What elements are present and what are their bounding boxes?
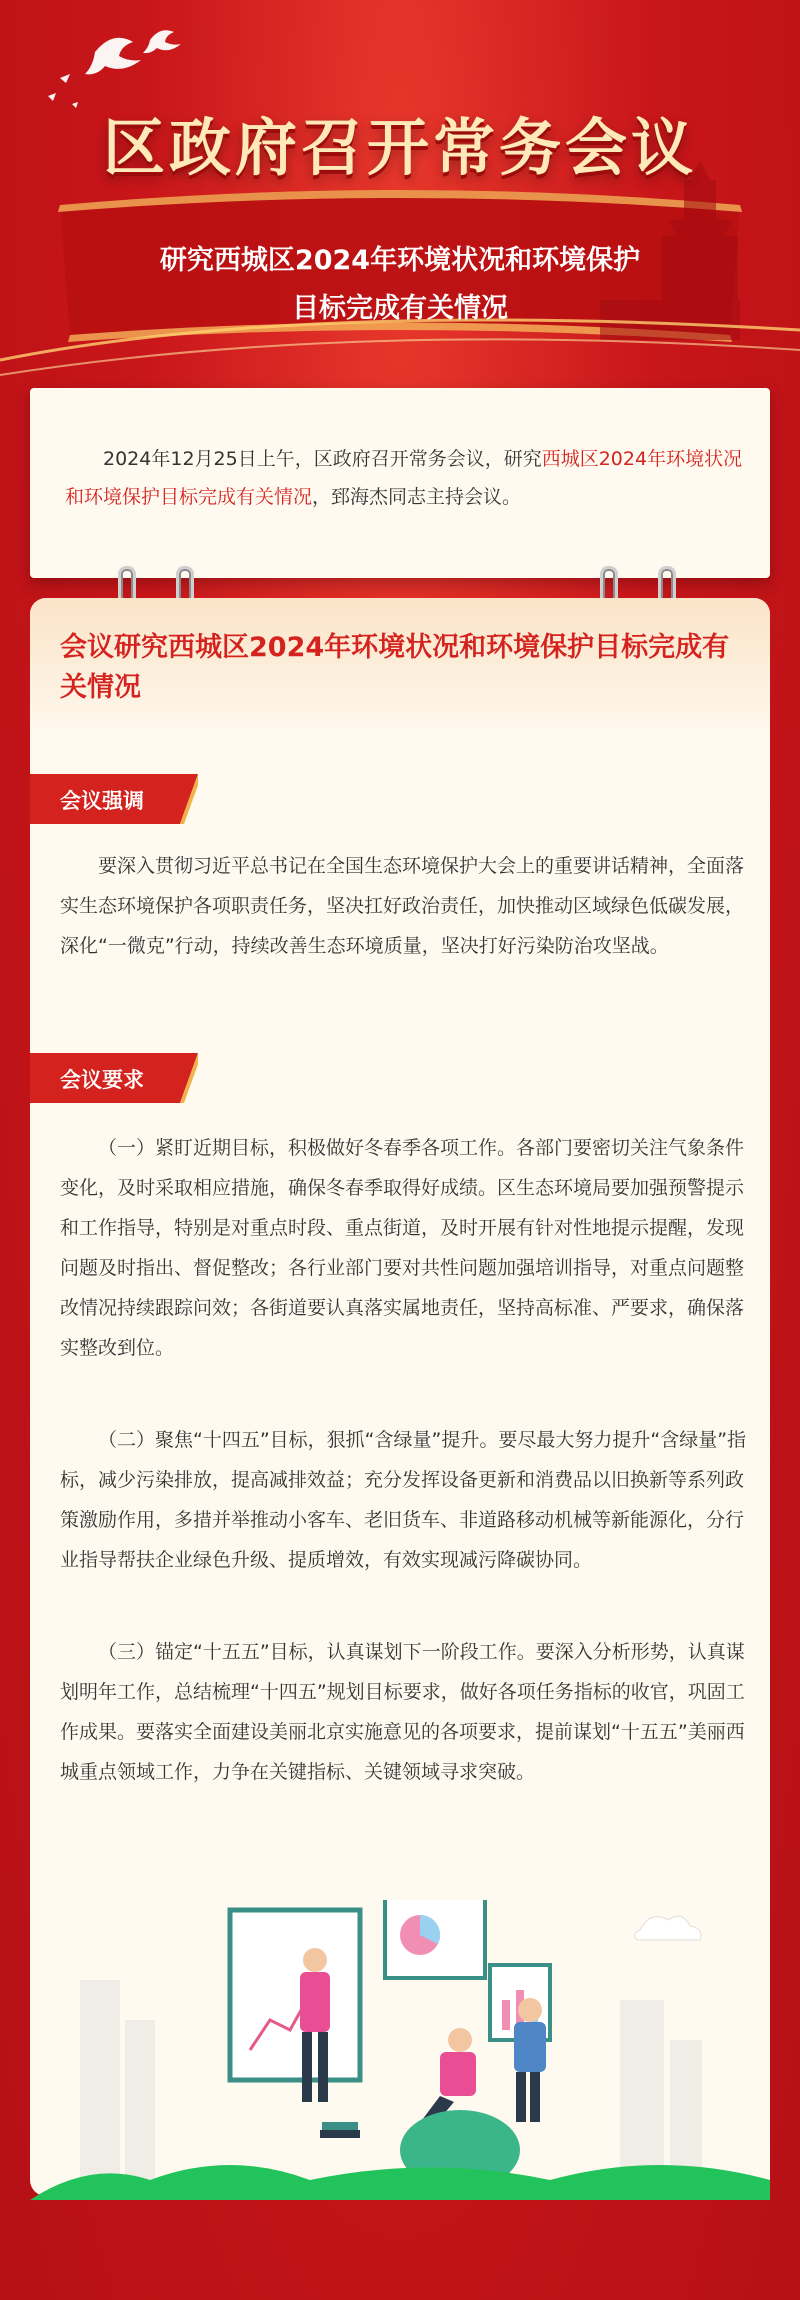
subtitle-line-2: 目标完成有关情况 — [292, 293, 508, 324]
office-illustration — [30, 1900, 770, 2200]
requirement-paragraph-3: （三）锚定“十五五”目标，认真谋划下一阶段工作。要深入分析形势，认真谋划明年工作，总结梳理“十四五”规划目标要求，做好各项任务指标的收官，巩固工作成果。要落实全面建设美丽北京实施意见的各项要求，提前谋划“十五五”美丽西城重点领域工作，力争在关键指标、关键领域寻求突破。 — [60, 1641, 745, 1783]
intro-card — [30, 388, 770, 578]
subtitle-line-1: 研究西城区2024年环境状况和环境保护 — [159, 245, 641, 276]
requirement-paragraph-1: （一）紧盯近期目标，积极做好冬春季各项工作。各部门要密切关注气象条件变化，及时采取相应措施，确保冬春季取得好成绩。区生态环境局要加强预警提示和工作指导，特别是对重点时段、重点街道，及时开展有针对性地提示提醒，发现问题及时指出、督促整改；各行业部门要对共性问题加强培训指导，对重点问题整改情况持续跟踪问效；各街道要认真落实属地责任，坚持高标准、严要求，确保落实整改到位。 — [60, 1137, 745, 1359]
cloud-icon — [634, 1916, 700, 1940]
intro-text-after: ，郅海杰同志主持会议。 — [312, 486, 522, 508]
doves-icon — [48, 30, 181, 108]
section-label-requirements: 会议要求 — [60, 1068, 144, 1092]
books-icon — [320, 2130, 360, 2138]
section-emphasis-paragraph: 要深入贯彻习近平总书记在全国生态环境保护大会上的重要讲话精神，全面落实生态环境保护各项职责任务，坚决扛好政治责任，加快推动区域绿色低碳发展，深化“一微克”行动，持续改善生态环境质量，坚决打好污染防治攻坚战。 — [60, 855, 745, 957]
intro-text-before: 2024年12月25日上午，区政府召开常务会议，研究 — [103, 448, 542, 470]
header-decoration — [0, 0, 800, 400]
intro-highlight: 西城区2024年环境状况和环境保护目标完成有关情况 — [65, 448, 743, 508]
main-card-title: 会议研究西城区2024年环境状况和环境保护目标完成有关情况 — [60, 632, 730, 703]
whiteboard-icon — [230, 1910, 360, 2080]
requirement-paragraph-2: （二）聚焦“十四五”目标，狠抓“含绿量”提升。要尽最大努力提升“含绿量”指标，减少污染排放，提高减排效益；充分发挥设备更新和消费品以旧换新等系列政策激励作用，多措并举推动小客车、老旧货车、非道路移动机械等新能源化，分行业指导帮扶企业绿色升级、提质增效，有效实现减污降碳协同。 — [60, 1429, 747, 1571]
page-title: 区政府召开常务会议 — [102, 111, 697, 184]
intro-paragraph — [65, 440, 745, 516]
buildings-icon — [80, 1980, 702, 2180]
header-banner — [0, 0, 800, 400]
section-label-emphasis: 会议强调 — [60, 789, 144, 813]
